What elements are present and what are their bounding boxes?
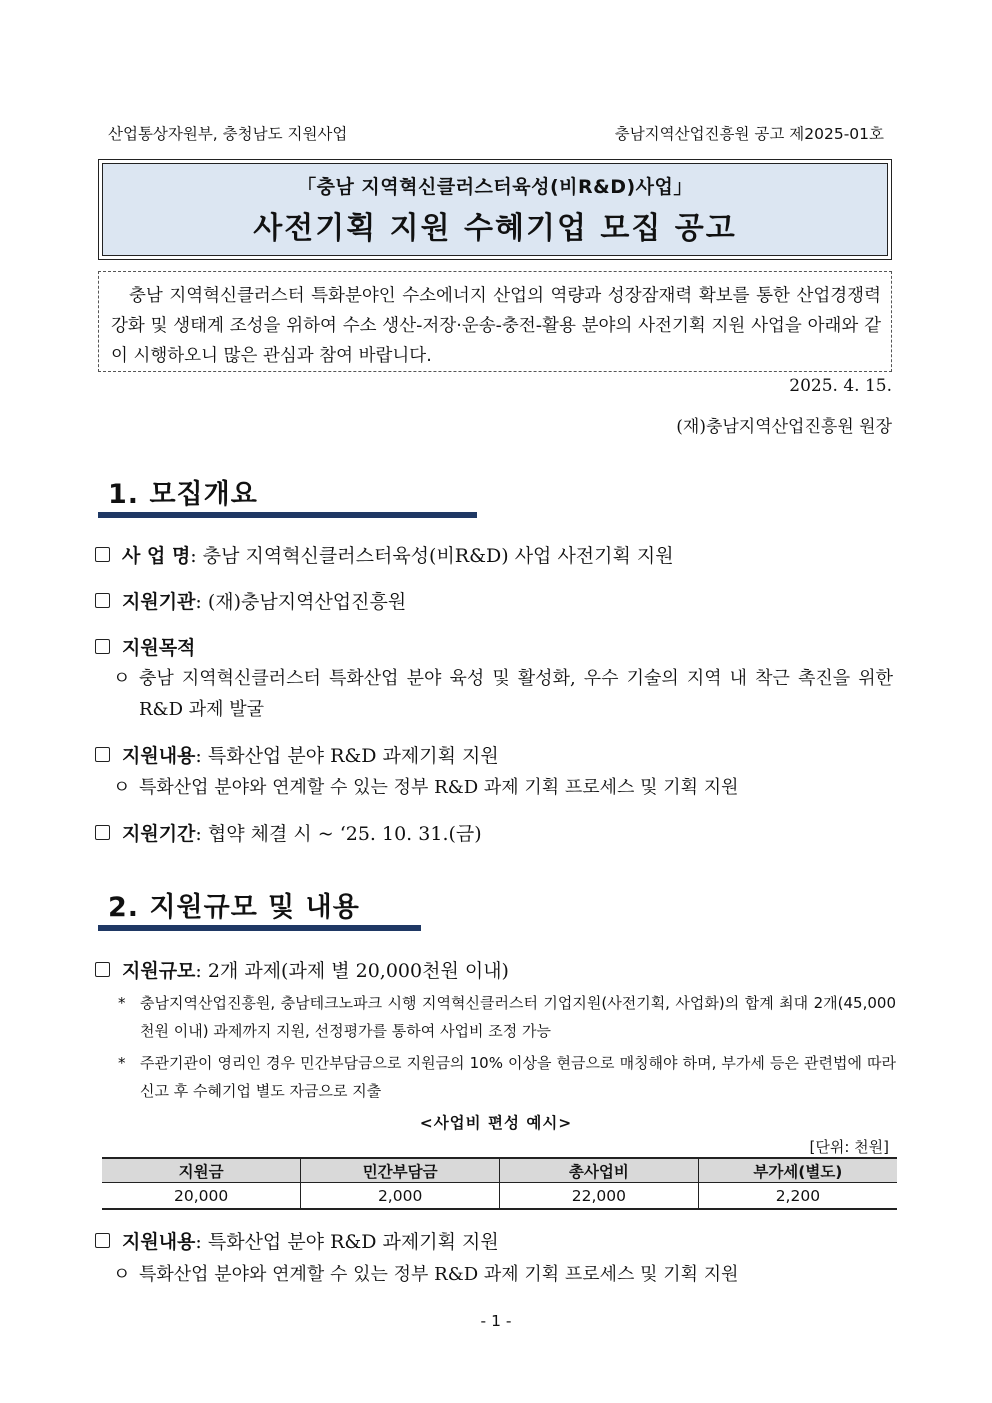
- section-2-bar: [98, 925, 421, 931]
- announcement-date: 2025. 4. 15.: [789, 376, 892, 396]
- issuer-org: (재)충남지역산업진흥원 원장: [676, 417, 892, 437]
- item-label: 사 업 명: [122, 545, 191, 567]
- checkbox-square: [95, 1233, 110, 1248]
- table-title: <사업비 편성 예시>: [419, 1114, 573, 1132]
- table-cell: 20,000: [102, 1183, 301, 1210]
- title-box-inner: [102, 163, 888, 256]
- intro-box: [98, 271, 892, 372]
- title-program: 「충남 지역혁신클러스터육성(비R&D)사업」: [297, 176, 693, 198]
- page-number: - 1 -: [480, 1312, 512, 1330]
- item-purpose-detail: [113, 663, 893, 725]
- item-text: : 협약 체결 시 ~ ‘25. 10. 31.(금): [195, 823, 482, 845]
- note-text: 충남지역산업진흥원, 충남테크노파크 시행 지역혁신클러스터 기업지원(사전기획, 사업화)의 합계 최대 2개(45,000천원 이내) 과제까지 지원, 선정평가를 통하여 사업비 조정 가능: [140, 994, 896, 1040]
- table-cell: 22,000: [500, 1183, 699, 1210]
- table-header-cell: 민간부담금: [301, 1158, 500, 1183]
- circle-bullet: ㅇ: [113, 777, 131, 798]
- budget-table: [102, 1157, 897, 1210]
- table-header-cell: 지원금: [102, 1158, 301, 1183]
- checkbox-square: [95, 962, 110, 977]
- checkbox-square: [95, 547, 110, 562]
- item-label: 지원내용: [122, 1231, 196, 1253]
- checkbox-square: [95, 639, 110, 654]
- table-cell: 2,000: [301, 1183, 500, 1210]
- item-content-detail: [113, 772, 893, 803]
- note-text: 주관기관이 영리인 경우 민간부담금으로 지원금의 10% 이상을 현금으로 매칭해야 하며, 부가세 등은 관련법에 따라 신고 후 수혜기업 별도 자금으로 지출: [140, 1054, 896, 1100]
- note-item: [118, 989, 896, 1045]
- table-cell: 2,200: [698, 1183, 897, 1210]
- item-content-2-detail: [113, 1259, 893, 1290]
- item-agency: [95, 587, 406, 614]
- item-text: : 충남 지역혁신클러스터육성(비R&D) 사업 사전기획 지원: [190, 545, 674, 567]
- header-left-text: 산업통상자원부, 충청남도 지원사업: [108, 125, 348, 143]
- item-purpose: [95, 633, 195, 660]
- section-1-title: 1. 모집개요: [108, 479, 258, 510]
- item-scale: [95, 956, 509, 983]
- checkbox-square: [95, 747, 110, 762]
- item-project-name: [95, 541, 674, 568]
- item-text: : 2개 과제(과제 별 20,000천원 이내): [195, 960, 509, 982]
- section-2-title: 2. 지원규모 및 내용: [108, 892, 360, 923]
- asterisk-mark: *: [118, 994, 126, 1012]
- item-label: 지원내용: [122, 745, 196, 767]
- item-text: : 특화산업 분야 R&D 과제기획 지원: [195, 1231, 499, 1253]
- title-box: [98, 159, 892, 260]
- item-label: 지원규모: [122, 960, 196, 982]
- section-1-bar: [98, 512, 477, 518]
- note-item: [118, 1049, 896, 1105]
- announcement-number: 충남지역산업진흥원 공고 제2025-01호: [614, 125, 884, 143]
- checkbox-square: [95, 825, 110, 840]
- table-unit: [단위: 천원]: [809, 1138, 889, 1156]
- item-text: : (재)충남지역산업진흥원: [195, 591, 407, 613]
- intro-text: 충남 지역혁신클러스터 특화분야인 수소에너지 산업의 역량과 성장잠재력 확보를 통한 산업경쟁력 강화 및 생태계 조성을 위하여 수소 생산-저장·운송-충전-활용 분야의 사전기획 지원 사업을 아래와 같이 시행하오니 많은 관심과 참여 바랍니다.: [111, 286, 881, 366]
- item-label: 지원목적: [122, 637, 196, 659]
- table-header-cell: 부가세(별도): [698, 1158, 897, 1183]
- item-content: [95, 741, 499, 768]
- item-detail-text: 특화산업 분야와 연계할 수 있는 정부 R&D 과제 기획 프로세스 및 기획 지원: [139, 777, 739, 798]
- item-period: [95, 819, 482, 846]
- item-detail-text: 충남 지역혁신클러스터 특화산업 분야 육성 및 활성화, 우수 기술의 지역 내 착근 촉진을 위한 R&D 과제 발굴: [139, 668, 893, 720]
- checkbox-square: [95, 593, 110, 608]
- item-label: 지원기관: [122, 591, 196, 613]
- circle-bullet: ㅇ: [113, 668, 131, 689]
- item-text: : 특화산업 분야 R&D 과제기획 지원: [195, 745, 499, 767]
- item-content-2: [95, 1227, 499, 1254]
- asterisk-mark: *: [118, 1054, 126, 1072]
- table-header-cell: 총사업비: [500, 1158, 699, 1183]
- page-title: 사전기획 지원 수혜기업 모집 공고: [253, 211, 737, 246]
- table-header-row: [102, 1158, 897, 1183]
- circle-bullet: ㅇ: [113, 1264, 131, 1285]
- item-label: 지원기간: [122, 823, 196, 845]
- item-detail-text: 특화산업 분야와 연계할 수 있는 정부 R&D 과제 기획 프로세스 및 기획 지원: [139, 1264, 739, 1285]
- table-row: [102, 1183, 897, 1210]
